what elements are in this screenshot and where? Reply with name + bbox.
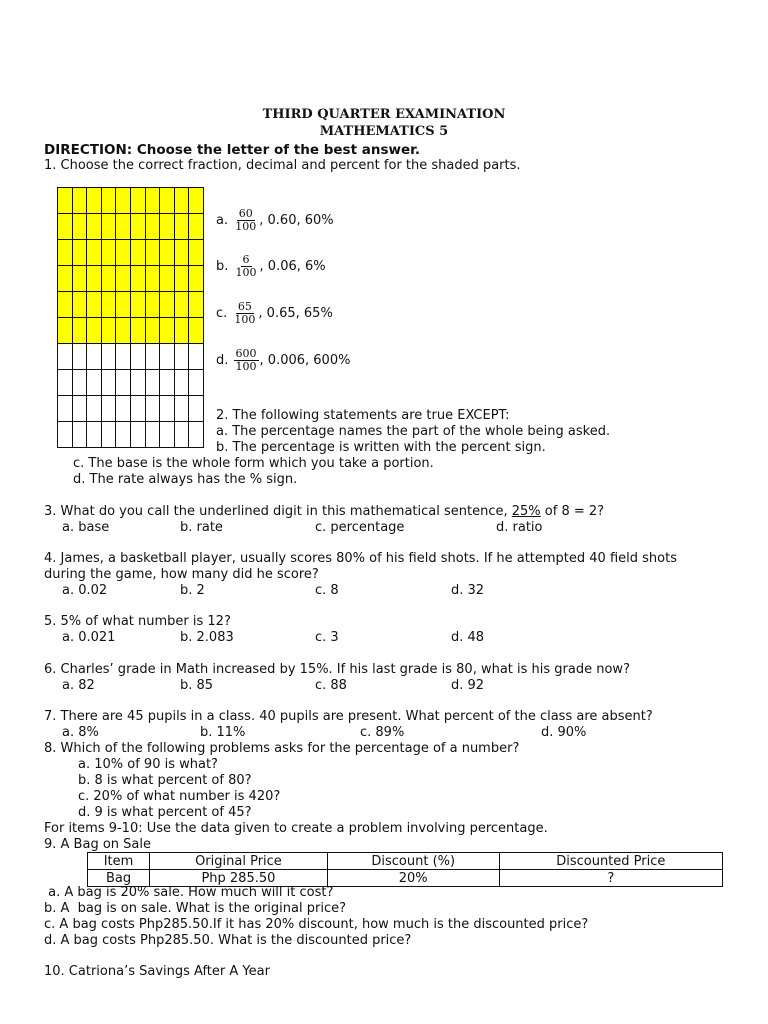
grid-cell (189, 370, 204, 396)
q7-choice-b: b. 11% (200, 725, 246, 740)
q2-option-b: b. The percentage is written with the percent sign. (216, 440, 546, 455)
grid-cell-shaded (175, 240, 190, 266)
grid-cell (102, 396, 117, 422)
grid-cell (87, 396, 102, 422)
q9-option-b: b. A bag is on sale. What is the original price? (44, 901, 346, 916)
table-cell: Php 285.50 (150, 870, 328, 887)
grid-cell-shaded (175, 188, 190, 214)
grid-cell (146, 344, 161, 370)
grid-cell (175, 370, 190, 396)
grid-cell-shaded (58, 318, 73, 344)
q6-choice-a: a. 82 (62, 678, 95, 693)
table-row (88, 870, 723, 887)
q3-choice-d: d. ratio (496, 520, 543, 535)
q7-choice-c: c. 89% (360, 725, 405, 740)
q4-choice-c: c. 8 (315, 583, 339, 598)
question-1: 1. Choose the correct fraction, decimal and percent for the shaded parts. (44, 158, 521, 173)
question-3: 3. What do you call the underlined digit in this mathematical sentence, 25% of 8 = 2? (44, 504, 605, 519)
q5-choice-c: c. 3 (315, 630, 339, 645)
grid-cell-shaded (131, 240, 146, 266)
grid-cell-shaded (58, 214, 73, 240)
grid-cell-shaded (189, 240, 204, 266)
table-cell: Bag (88, 870, 150, 887)
grid-cell-shaded (131, 292, 146, 318)
grid-cell-shaded (58, 266, 73, 292)
grid-cell (131, 396, 146, 422)
q1-option-d: d. $\frac{600}{100}$ , 0.006, 600% (216, 347, 351, 373)
grid-cell-shaded (102, 318, 117, 344)
grid-cell (58, 422, 73, 448)
grid-cell-shaded (160, 188, 175, 214)
grid-cell-shaded (102, 214, 117, 240)
grid-cell (116, 344, 131, 370)
q8-option-b: b. 8 is what percent of 80? (78, 773, 252, 788)
q8-option-a: a. 10% of 90 is what? (78, 757, 218, 772)
table-header: Original Price (150, 853, 328, 870)
grid-cell-shaded (73, 214, 88, 240)
grid-cell-shaded (58, 240, 73, 266)
grid-cell-shaded (73, 188, 88, 214)
q3-choice-b: b. rate (180, 520, 223, 535)
q4-choice-b: b. 2 (180, 583, 205, 598)
q6-choice-b: b. 85 (180, 678, 214, 693)
grid-cell (146, 422, 161, 448)
q2-option-a: a. The percentage names the part of the whole being asked. (216, 424, 611, 439)
grid-cell-shaded (175, 292, 190, 318)
q3-choice-a: a. base (62, 520, 110, 535)
grid-cell (102, 422, 117, 448)
grid-cell (87, 370, 102, 396)
grid-cell-shaded (73, 240, 88, 266)
grid-cell-shaded (131, 318, 146, 344)
q6-choice-d: d. 92 (451, 678, 485, 693)
grid-cell (146, 370, 161, 396)
table-header: Item (88, 853, 150, 870)
grid-cell-shaded (102, 188, 117, 214)
q3-choice-c: c. percentage (315, 520, 405, 535)
q5-choice-a: a. 0.021 (62, 630, 116, 645)
shaded-grid (57, 187, 204, 448)
table-cell: 20% (327, 870, 499, 887)
grid-cell-shaded (189, 214, 204, 240)
grid-cell-shaded (87, 188, 102, 214)
bag-sale-table (87, 852, 723, 887)
grid-cell-shaded (160, 240, 175, 266)
grid-cell (73, 370, 88, 396)
grid-cell-shaded (116, 188, 131, 214)
q9-option-a: a. A bag is 20% sale. How much will it cost? (44, 885, 334, 900)
grid-cell (131, 344, 146, 370)
question-9: 9. A Bag on Sale (44, 837, 151, 852)
grid-cell (160, 422, 175, 448)
q5-choice-b: b. 2.083 (180, 630, 234, 645)
grid-cell-shaded (73, 292, 88, 318)
grid-cell (189, 344, 204, 370)
grid-cell-shaded (131, 214, 146, 240)
question-8: 8. Which of the following problems asks for the percentage of a number? (44, 741, 520, 756)
question-5: 5. 5% of what number is 12? (44, 614, 231, 629)
question-6: 6. Charles’ grade in Math increased by 15%. If his last grade is 80, what is his grade now? (44, 662, 630, 677)
grid-cell-shaded (160, 318, 175, 344)
grid-cell-shaded (175, 318, 190, 344)
q2-option-d: d. The rate always has the % sign. (73, 472, 298, 487)
grid-cell-shaded (102, 240, 117, 266)
grid-cell (73, 396, 88, 422)
grid-cell-shaded (87, 292, 102, 318)
grid-cell-shaded (102, 266, 117, 292)
q8-option-d: d. 9 is what percent of 45? (78, 805, 252, 820)
q5-choice-d: d. 48 (451, 630, 485, 645)
grid-cell (73, 422, 88, 448)
grid-cell (175, 396, 190, 422)
grid-cell-shaded (175, 266, 190, 292)
underlined-value: 25% (511, 504, 541, 519)
q1-option-c: c. $\frac{65}{100}$ , 0.65, 65% (216, 300, 333, 326)
grid-cell (131, 422, 146, 448)
question-2: 2. The following statements are true EXCEPT: (216, 408, 510, 423)
grid-cell-shaded (116, 318, 131, 344)
grid-cell-shaded (146, 292, 161, 318)
grid-cell (131, 370, 146, 396)
grid-cell-shaded (146, 318, 161, 344)
table-cell: ? (499, 870, 722, 887)
grid-cell-shaded (58, 188, 73, 214)
grid-cell-shaded (116, 266, 131, 292)
q7-choice-d: d. 90% (541, 725, 587, 740)
grid-cell-shaded (73, 318, 88, 344)
grid-cell-shaded (189, 292, 204, 318)
grid-cell (87, 344, 102, 370)
q7-choice-a: a. 8% (62, 725, 99, 740)
grid-cell-shaded (189, 266, 204, 292)
grid-cell-shaded (160, 214, 175, 240)
grid-cell (73, 344, 88, 370)
items-9-10-instruction: For items 9-10: Use the data given to create a problem involving percentage. (44, 821, 548, 836)
grid-cell (58, 344, 73, 370)
table-header: Discounted Price (499, 853, 722, 870)
grid-cell-shaded (189, 188, 204, 214)
grid-cell (160, 396, 175, 422)
grid-cell-shaded (175, 214, 190, 240)
grid-cell-shaded (87, 318, 102, 344)
grid-cell (175, 344, 190, 370)
direction: DIRECTION: Choose the letter of the best answer. (44, 142, 420, 158)
grid-cell-shaded (87, 240, 102, 266)
q4-choice-a: a. 0.02 (62, 583, 108, 598)
grid-cell-shaded (116, 292, 131, 318)
question-10: 10. Catriona’s Savings After A Year (44, 964, 270, 979)
grid-cell-shaded (87, 214, 102, 240)
table-header-row (88, 853, 723, 870)
q4-choice-d: d. 32 (451, 583, 485, 598)
grid-cell (160, 370, 175, 396)
grid-cell (146, 396, 161, 422)
question-4-line1: 4. James, a basketball player, usually scores 80% of his field shots. If he attempted 40 field shots (44, 551, 677, 566)
grid-cell-shaded (87, 266, 102, 292)
grid-cell-shaded (146, 240, 161, 266)
q8-option-c: c. 20% of what number is 420? (78, 789, 281, 804)
grid-cell-shaded (102, 292, 117, 318)
question-7: 7. There are 45 pupils in a class. 40 pupils are present. What percent of the class are absent? (44, 709, 653, 724)
q1-option-b: b. $\frac{6}{100}$ , 0.06, 6% (216, 253, 326, 279)
grid-cell (58, 370, 73, 396)
grid-cell-shaded (160, 292, 175, 318)
q2-option-c: c. The base is the whole form which you take a portion. (73, 456, 434, 471)
grid-cell-shaded (189, 318, 204, 344)
grid-cell-shaded (146, 214, 161, 240)
grid-cell-shaded (131, 188, 146, 214)
grid-cell (58, 396, 73, 422)
q9-option-c: c. A bag costs Php285.50.If it has 20% discount, how much is the discounted price? (44, 917, 589, 932)
grid-cell (87, 422, 102, 448)
grid-cell (102, 344, 117, 370)
grid-cell (175, 422, 190, 448)
exam-subject: MATHEMATICS 5 (319, 124, 449, 139)
grid-cell-shaded (160, 266, 175, 292)
grid-cell-shaded (116, 214, 131, 240)
grid-cell-shaded (131, 266, 146, 292)
grid-cell (189, 422, 204, 448)
grid-cell-shaded (58, 292, 73, 318)
q9-option-d: d. A bag costs Php285.50. What is the discounted price? (44, 933, 412, 948)
grid-cell-shaded (146, 266, 161, 292)
q1-option-a: a. $\frac{60}{100}$ , 0.60, 60% (216, 207, 334, 233)
question-4-line2: during the game, how many did he score? (44, 567, 319, 582)
grid-cell (160, 344, 175, 370)
grid-cell (116, 370, 131, 396)
grid-cell (116, 422, 131, 448)
table-header: Discount (%) (327, 853, 499, 870)
grid-cell (102, 370, 117, 396)
grid-cell-shaded (146, 188, 161, 214)
grid-cell (189, 396, 204, 422)
grid-cell (116, 396, 131, 422)
grid-cell-shaded (73, 266, 88, 292)
grid-cell-shaded (116, 240, 131, 266)
exam-title: THIRD QUARTER EXAMINATION (262, 107, 506, 122)
q6-choice-c: c. 88 (315, 678, 347, 693)
